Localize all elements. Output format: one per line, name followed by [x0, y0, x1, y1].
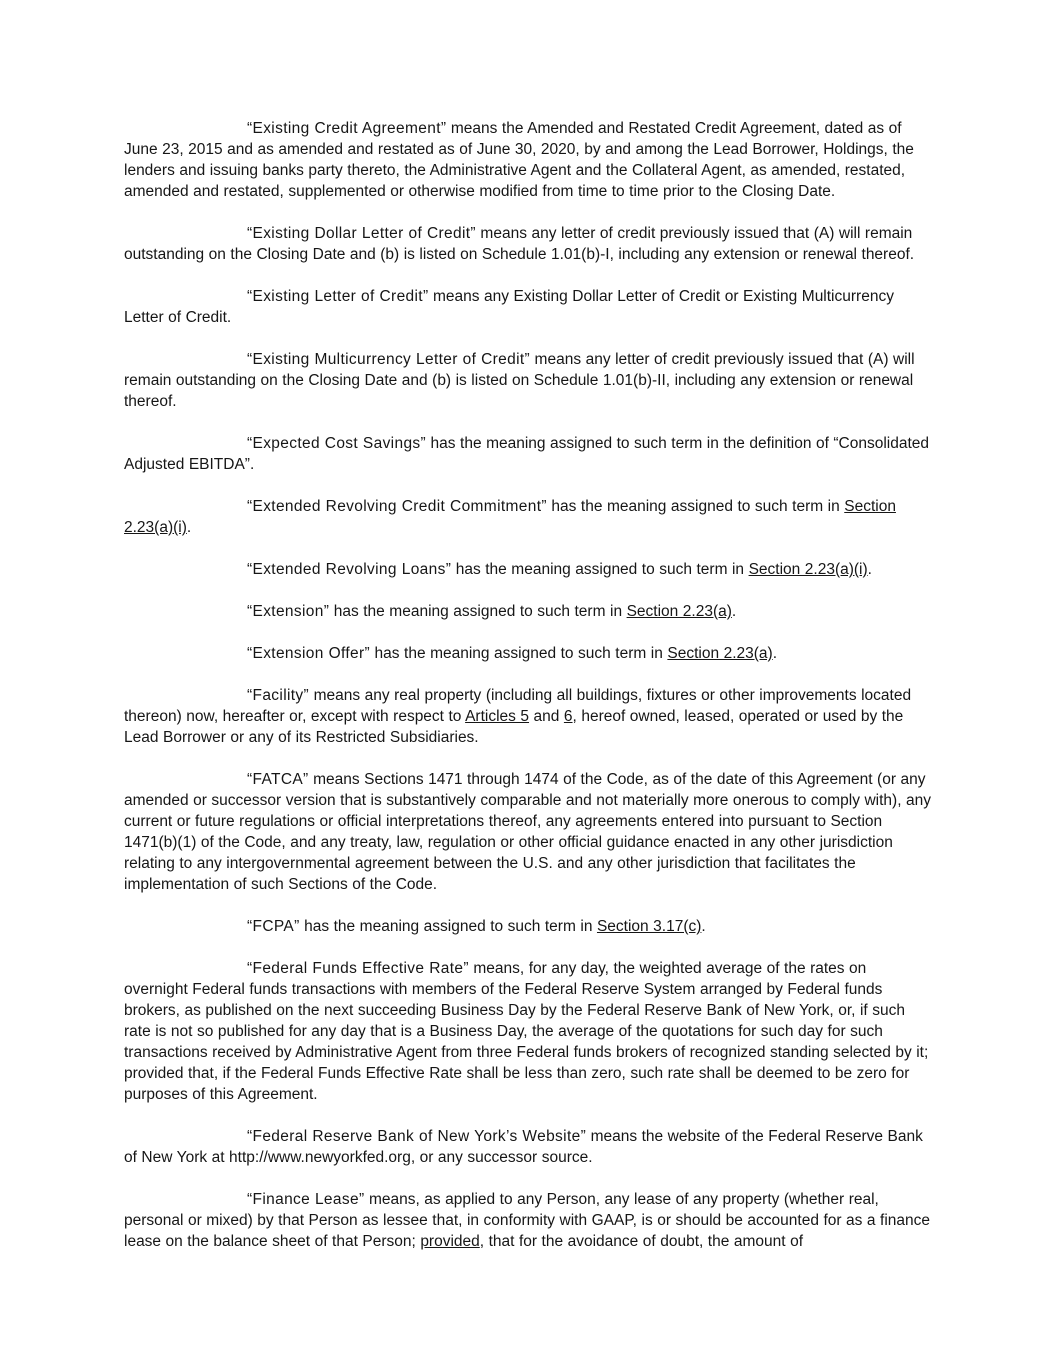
definition-text: means, as applied to any Person, any lease of any property (whether real, personal or mixed) by that Person as lessee that, in conformity with GAAP, is or should be accounted for as a finance lease on the balance sheet of that Person;	[124, 1191, 931, 1250]
section-cross-reference-link[interactable]: Section 3.17(c)	[596, 918, 702, 935]
section-cross-reference-link[interactable]: Section 2.23(a)(i)	[124, 498, 896, 536]
defined-term: “Extension Offer”	[247, 645, 371, 662]
definition-text: , that for the avoidance of doubt, the amount of	[479, 1233, 803, 1250]
definition-paragraph	[124, 286, 931, 328]
section-cross-reference-link[interactable]: Articles 5	[465, 708, 530, 725]
definition-paragraph	[124, 685, 931, 748]
definition-text: and	[529, 708, 564, 725]
defined-term: “Expected Cost Savings”	[247, 435, 427, 452]
definition-text: has the meaning assigned to such term in	[451, 561, 749, 578]
defined-term: “Federal Funds Effective Rate”	[247, 960, 469, 977]
defined-term: “Existing Letter of Credit”	[247, 288, 429, 305]
definition-text: means the website of the Federal Reserve Bank of New York at http://www.newyorkfed.org, or any successor source.	[124, 1128, 923, 1166]
definition-text: has the meaning assigned to such term in	[370, 645, 668, 662]
defined-term: “Extension”	[247, 603, 330, 620]
definition-text: means any letter of credit previously issued that (A) will remain outstanding on the Closing Date and (b) is listed on Schedule 1.01(b)-I, including any extension or renewal thereof.	[124, 225, 915, 263]
definition-paragraph	[124, 223, 931, 265]
defined-term: “Existing Credit Agreement”	[247, 120, 447, 137]
definition-text: .	[186, 519, 192, 536]
definition-text: means any Existing Dollar Letter of Credit or Existing Multicurrency Letter of Credit.	[124, 288, 894, 326]
definition-paragraph	[124, 601, 931, 622]
section-cross-reference-link[interactable]: provided	[420, 1233, 480, 1250]
definition-paragraph	[124, 349, 931, 412]
definition-paragraph	[124, 433, 931, 475]
definition-text: .	[731, 603, 737, 620]
definition-text: .	[867, 561, 872, 578]
defined-term: “Existing Dollar Letter of Credit”	[247, 225, 476, 242]
defined-term: “FCPA”	[247, 918, 300, 935]
definition-paragraph	[124, 769, 931, 895]
section-cross-reference-link[interactable]: 6	[563, 708, 573, 725]
defined-term: “Extended Revolving Loans”	[247, 561, 452, 578]
definition-text: means Sections 1471 through 1474 of the Code, as of the date of this Agreement (or any amended or successor version that is substantively comparable and not materially more onerous to comply with), any current or future regulations or official interpretations thereof, any agreements entered into pursuant to Section 1471(b)(1) of the Code, and any treaty, law, regulation or other official guidance enacted in any other jurisdiction relating to any intergovernmental agreement between the U.S. and any other jurisdiction that facilitates the implementation of such Sections of the Code.	[124, 771, 931, 893]
section-cross-reference-link[interactable]: Section 2.23(a)(i)	[748, 561, 868, 578]
definition-paragraph	[124, 496, 931, 538]
definition-text: , hereof owned, leased, operated or used by the Lead Borrower or any of its Restricted Subsidiaries.	[124, 708, 904, 746]
definition-paragraph	[124, 958, 931, 1105]
definition-text: .	[701, 918, 706, 935]
definition-paragraph	[124, 643, 931, 664]
definition-text: has the meaning assigned to such term in	[329, 603, 627, 620]
section-cross-reference-link[interactable]: Section 2.23(a)	[626, 603, 732, 620]
section-cross-reference-link[interactable]: Section 2.23(a)	[667, 645, 773, 662]
definition-text: means, for any day, the weighted average of the rates on overnight Federal funds transactions with members of the Federal Reserve System arranged by Federal funds brokers, as published on the next succeeding Business Day by the Federal Reserve Bank of New York, or, if such rate is not so published for any day that is a Business Day, the average of the quotations for such day for such transactions received by Administrative Agent from three Federal funds brokers of recognized standing selected by it; provided that, if the Federal Funds Effective Rate shall be less than zero, such rate shall be deemed to be zero for purposes of this Agreement.	[124, 960, 929, 1103]
definition-text: means any real property (including all buildings, fixtures or other improvements located thereon) now, hereafter or, except with respect to	[124, 687, 912, 725]
definition-paragraph	[124, 1189, 931, 1252]
definition-paragraph	[124, 1126, 931, 1168]
definition-text: .	[772, 645, 778, 662]
definition-paragraph	[124, 559, 931, 580]
defined-term: “Finance Lease”	[247, 1191, 365, 1208]
definition-text: means the Amended and Restated Credit Agreement, dated as of June 23, 2015 and as amended and restated as of June 30, 2020, by and among the Lead Borrower, Holdings, the lenders and issuing banks party thereto, the Administrative Agent and the Collateral Agent, as amended, restated, amended and restated, supplemented or otherwise modified from time to time prior to the Closing Date.	[124, 120, 914, 200]
definition-text: has the meaning assigned to such term in	[299, 918, 597, 935]
definitions-text-block	[124, 118, 931, 1252]
definition-text: means any letter of credit previously issued that (A) will remain outstanding on the Closing Date and (b) is listed on Schedule 1.01(b)-II, including any extension or renewal thereof.	[124, 351, 915, 410]
defined-term: “FATCA”	[247, 771, 309, 788]
defined-term: “Federal Reserve Bank of New York’s Website”	[247, 1128, 587, 1145]
definition-paragraph	[124, 118, 931, 202]
defined-term: “Facility”	[247, 687, 310, 704]
definition-paragraph	[124, 916, 931, 937]
defined-term: “Extended Revolving Credit Commitment”	[247, 498, 547, 515]
definition-text: has the meaning assigned to such term in	[546, 498, 845, 515]
definition-text: has the meaning assigned to such term in the definition of “Consolidated Adjusted EBITDA”.	[124, 435, 930, 473]
defined-term: “Existing Multicurrency Letter of Credit”	[247, 351, 531, 368]
